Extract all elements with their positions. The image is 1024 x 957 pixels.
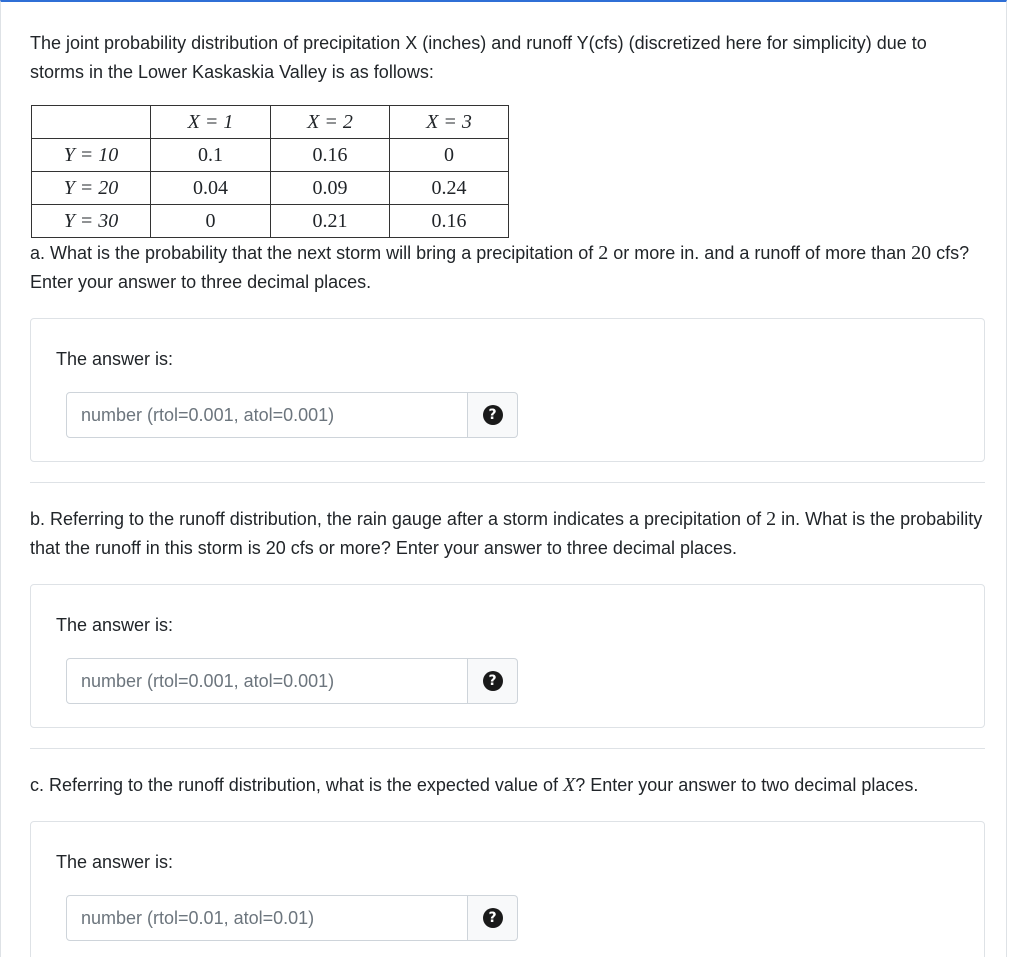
question-mark-icon: ? bbox=[483, 908, 503, 928]
part-a-text-pre: a. What is the probability that the next storm will bring a precipitation of bbox=[30, 243, 599, 263]
table-cell: 0 bbox=[390, 139, 509, 172]
table-header-row bbox=[32, 106, 509, 139]
table-row bbox=[32, 139, 509, 172]
part-a-input-group bbox=[66, 392, 518, 438]
column-header-x2: X = 2 bbox=[271, 106, 390, 139]
part-c-text-pre: c. Referring to the runoff distribution, what is the expected value of bbox=[30, 775, 563, 795]
table-cell: 0 bbox=[151, 205, 271, 238]
part-c-question bbox=[30, 771, 985, 800]
part-b-help-button[interactable] bbox=[468, 658, 518, 704]
table-cell: 0.09 bbox=[271, 172, 390, 205]
row-header-y10: Y = 10 bbox=[32, 139, 151, 172]
part-a-answer-box bbox=[30, 318, 985, 462]
part-a-answer-input[interactable] bbox=[66, 392, 468, 438]
row-header-y20: Y = 20 bbox=[32, 172, 151, 205]
part-c-answer-input[interactable] bbox=[66, 895, 468, 941]
part-c-math-x: X bbox=[562, 774, 576, 796]
part-a-question bbox=[30, 239, 985, 297]
table-cell: 0.21 bbox=[271, 205, 390, 238]
part-c-answer-box bbox=[30, 821, 985, 957]
part-b-math-precip: 2 bbox=[766, 508, 777, 530]
part-a-text-mid: or more in. and a runoff of more than bbox=[608, 243, 912, 263]
part-a-math-runoff: 20 bbox=[911, 242, 932, 264]
question-mark-icon: ? bbox=[483, 671, 503, 691]
table-row bbox=[32, 172, 509, 205]
section-divider bbox=[30, 748, 985, 749]
table-cell: 0.04 bbox=[151, 172, 271, 205]
part-c-answer-label: The answer is: bbox=[56, 852, 174, 872]
table-cell: 0.24 bbox=[390, 172, 509, 205]
joint-distribution-table bbox=[31, 105, 509, 238]
part-a-text-post: cfs? Enter your answer to three decimal places. bbox=[30, 243, 970, 292]
part-b-answer-box bbox=[30, 584, 985, 728]
question-body bbox=[30, 29, 985, 957]
question-mark-icon: ? bbox=[483, 405, 503, 425]
table-cell: 0.16 bbox=[271, 139, 390, 172]
part-c-help-button[interactable] bbox=[468, 895, 518, 941]
part-b-answer-input[interactable] bbox=[66, 658, 468, 704]
table-cell: 0.16 bbox=[390, 205, 509, 238]
column-header-x1: X = 1 bbox=[151, 106, 271, 139]
part-c-input-group bbox=[66, 895, 518, 941]
part-a-math-precip: 2 bbox=[598, 242, 609, 264]
part-b-text-pre: b. Referring to the runoff distribution, the rain gauge after a storm indicates a precipitation of bbox=[30, 509, 767, 529]
part-b-answer-label: The answer is: bbox=[56, 615, 174, 635]
table-cell: 0.1 bbox=[151, 139, 271, 172]
intro-text: The joint probability distribution of precipitation X (inches) and runoff Y(cfs) (discretized here for simplicity) due to storms in the Lower Kaskaskia Valley is as follows: bbox=[30, 33, 927, 82]
part-a-help-button[interactable] bbox=[468, 392, 518, 438]
column-header-x3: X = 3 bbox=[390, 106, 509, 139]
part-b-text-mid: in. What is the probability that the runoff in this storm is 20 cfs or more? Enter your answer to three decimal places. bbox=[30, 509, 983, 558]
section-divider bbox=[30, 482, 985, 483]
part-b-question bbox=[30, 505, 985, 563]
row-header-y30: Y = 30 bbox=[32, 205, 151, 238]
table-corner-cell bbox=[32, 106, 151, 139]
part-c-text-mid: ? Enter your answer to two decimal places. bbox=[575, 775, 919, 795]
part-b-input-group bbox=[66, 658, 518, 704]
table-row bbox=[32, 205, 509, 238]
part-a-answer-label: The answer is: bbox=[56, 349, 174, 369]
